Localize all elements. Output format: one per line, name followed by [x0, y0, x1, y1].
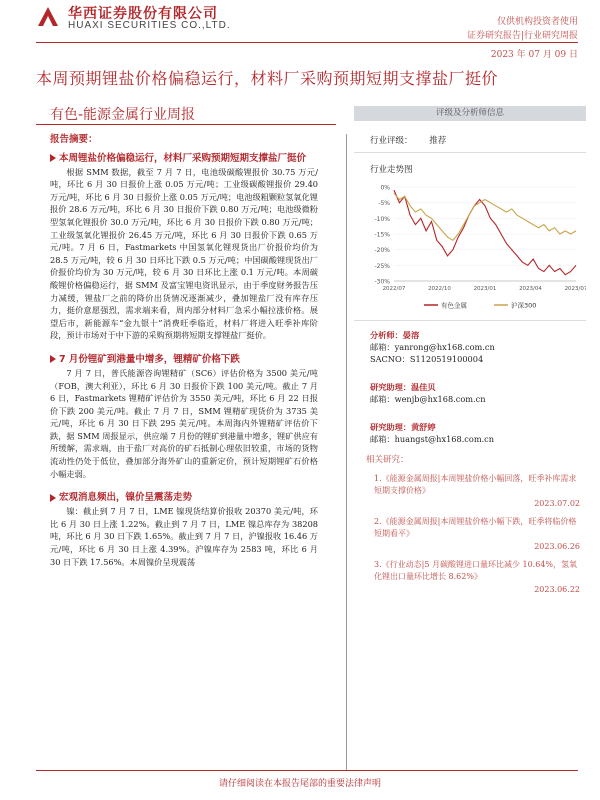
- subtitle-underline: [36, 124, 336, 125]
- related-item[interactable]: [354, 559, 586, 594]
- section-1: [50, 151, 318, 342]
- related-item[interactable]: [354, 473, 586, 508]
- related-title[interactable]: 3.《行业动态|5 月碳酸锂进口量环比减少 10.64%，氢氧化锂出口量环比增长 8.62%》: [374, 560, 578, 581]
- y-tick-label: -20%: [374, 247, 390, 255]
- trend-chart: [354, 181, 586, 321]
- report-category: 证券研究报告|行业研究周报: [466, 31, 578, 41]
- footer-divider: [36, 770, 578, 771]
- info-bar: 评级及分析师信息: [354, 106, 586, 121]
- x-tick-label: 2023/01: [473, 286, 497, 292]
- summary-label: 报告摘要：: [50, 134, 98, 145]
- y-tick-label: -5%: [378, 200, 390, 208]
- header-divider: [36, 42, 578, 43]
- section-heading: 宏观消息频出，镍价呈震荡走势: [50, 490, 318, 505]
- triangle-bullet-icon: [50, 355, 56, 363]
- analyst-email[interactable]: 邮箱：yanrong@hx168.com.cn: [370, 342, 495, 352]
- trend-label: 行业走势图: [370, 165, 413, 175]
- analyst-email[interactable]: 邮箱：huangst@hx168.com.cn: [370, 434, 495, 444]
- report-title: 本周预期锂盐价格偏稳运行，材料厂采购预期短期支撑盐厂挺价: [36, 69, 499, 88]
- section-2: [50, 352, 318, 480]
- sidebar: [354, 106, 586, 594]
- related-date: 2023.06.22: [534, 585, 580, 594]
- analyst-email[interactable]: 邮箱：wenjb@hx168.com.cn: [370, 394, 486, 404]
- huaxi-logo-icon: [36, 4, 60, 28]
- section-paragraph: 7 月 7 日，普氏能源咨询锂精矿（SC6）评估价格为 3500 美元/吨（FOB，澳大利亚），环比 6 月 30 日报价下跌 100 美元/吨。截止 7 月 6 日，Fastmarkets 锂精矿评估价为 3550 美元/吨，环比 6 月 22 日报价下跌 200 美元/吨。截止 7 月 7 日，SMM 锂精矿现货价为 3735 美元/吨，环比 6 月 30 日下跌 295 美元/吨。本周海内外锂精矿评估价下跌，据 SMM 周报显示，供应端 7 月份的锂矿到港量中增多，锂矿供应有所缓解，需求端，由于盐厂对高价的矿石抵制心理依旧较重，市场的货物流动性仍处于低位，叠加部分海外矿山的重新定价，预计短期锂矿石价格小幅走弱。: [50, 367, 318, 479]
- legend-label: 沪深300: [511, 301, 537, 310]
- triangle-bullet-icon: [50, 494, 56, 502]
- trend-chart-svg: [354, 181, 586, 321]
- related-title[interactable]: 2.《能源金属周报|本周锂盐价格小幅下跌，旺季将临价格短期看平》: [374, 517, 577, 538]
- section-3: [50, 490, 318, 568]
- analyst-name: 黄舒婷: [410, 422, 436, 432]
- y-tick-label: -10%: [374, 215, 390, 223]
- triangle-bullet-icon: [50, 154, 56, 162]
- analyst-3: [354, 421, 586, 445]
- industry-rating: [354, 129, 586, 153]
- report-body: [50, 134, 318, 568]
- x-tick-label: 2022/10: [428, 286, 451, 292]
- related-date: 2023.07.02: [534, 499, 580, 508]
- analyst-2: [354, 381, 586, 405]
- analyst-name: 晏溶: [402, 330, 420, 340]
- section-paragraph: 根据 SMM 数据，截至 7 月 7 日，电池级碳酸锂报价 30.75 万元/吨，环比 6 月 30 日报价上涨 0.05 万元/吨；工业级碳酸锂报价 29.40 万元/吨，环比 6 月 30 日报价上涨 0.05 万元/吨；电池级粗颗粒氢氧化锂报价 28.6 万元/吨，环比 6 月 30 日报价下跌 0.80 万元/吨；电池级微粉型氢氧化锂报价 30.0 万元/吨，环比 6 月 30 日报价下跌 0.80 万元/吨；工业级氢氧化锂报价 26.45 万元/吨，环比 6 月 30 日报价下跌 0.65 万元/吨。7 月 6 日，Fastmarkets 中国氢氧化锂现货出厂价报价均价为 28.5 万元/吨，较 6 月 30 日环比下跌 0.5 万元/吨；中国碳酸锂现货出厂价报价均价为 30 万元/吨，较 6 月 30 日环比上涨 0.1 万元/吨。本周碳酸锂价格偏稳运行，据 SMM 及富宝锂电资讯显示，由于季度财务报告压力减缓，锂盐厂之前的降价出货情况逐渐减少，叠加锂盐厂没有库存压力，挺价意愿强烈，需求端来看，周内部分材料厂急采小幅拉涨价格。展望后市，新能源车“金九银十”消费旺季临近，材料厂将进入旺季补库阶段，预计市场对于中下游的采购预期将短期支撑锂盐厂挺价。: [50, 166, 318, 341]
- company-name-cn: 华西证券股份有限公司: [68, 6, 218, 22]
- y-tick-label: 0%: [380, 184, 390, 192]
- y-tick-label: -25%: [374, 262, 390, 270]
- legend-label: 有色金属: [441, 301, 467, 310]
- x-tick-label: 2023/04: [519, 286, 542, 292]
- y-tick-label: -30%: [374, 278, 390, 286]
- section-paragraph: 镍：截止到 7 月 7 日，LME 镍现货结算价报收 20370 美元/吨，环比 6 月 30 日上涨 1.22%。截止到 7 月 7 日，LME 镍总库存为 38208 吨，环比 6 月 30 日下跌 1.65%。截止到 7 月 7 日，沪镍报收 16.46 万元/吨，环比 6 月 30 日上涨 4.39%。沪镍库存为 2583 吨，环比 6 月 30 日下跌 17.56%。本周镍价呈现震荡: [50, 506, 318, 567]
- analyst-sac: SACNO：S1120519100004: [370, 354, 484, 364]
- section-heading: 7 月份锂矿到港量中增多，锂精矿价格下跌: [50, 352, 318, 367]
- audience-note: 仅供机构投资者使用: [496, 17, 578, 27]
- related-heading: 相关研究：: [366, 455, 409, 465]
- rating-label: 行业评级：: [370, 136, 413, 146]
- related-date: 2023.06.26: [534, 542, 580, 551]
- section-heading: 本周锂盐价格偏稳运行，材料厂采购预期短期支撑盐厂挺价: [50, 151, 318, 166]
- column-divider: [346, 134, 347, 770]
- series-line-沪深300: [394, 193, 576, 240]
- company-name-en: HUAXI SECURITIES CO.,LTD.: [68, 20, 231, 31]
- analyst-1: [354, 329, 586, 365]
- x-tick-label: 2023/07: [564, 286, 586, 292]
- analyst-role: 研究助理：: [370, 382, 411, 392]
- footer-disclaimer: 请仔细阅读在本报告尾部的重要法律声明: [218, 779, 381, 789]
- x-tick-label: 2022/07: [382, 286, 406, 292]
- y-tick-label: -15%: [374, 231, 390, 239]
- report-date: 2023 年 07 月 09 日: [490, 50, 578, 60]
- related-item[interactable]: [354, 516, 586, 551]
- analyst-role: 研究助理：: [370, 422, 411, 432]
- related-title[interactable]: 1.《能源金属周报|本周锂盐价格小幅回落，旺季补库需求短期支撑价格》: [374, 474, 577, 495]
- analyst-role: 分析师：: [370, 330, 403, 340]
- report-subtitle: 有色-能源金属行业周报: [50, 107, 196, 123]
- analyst-name: 温佳贝: [410, 382, 436, 392]
- rating-value: 推荐: [429, 136, 447, 146]
